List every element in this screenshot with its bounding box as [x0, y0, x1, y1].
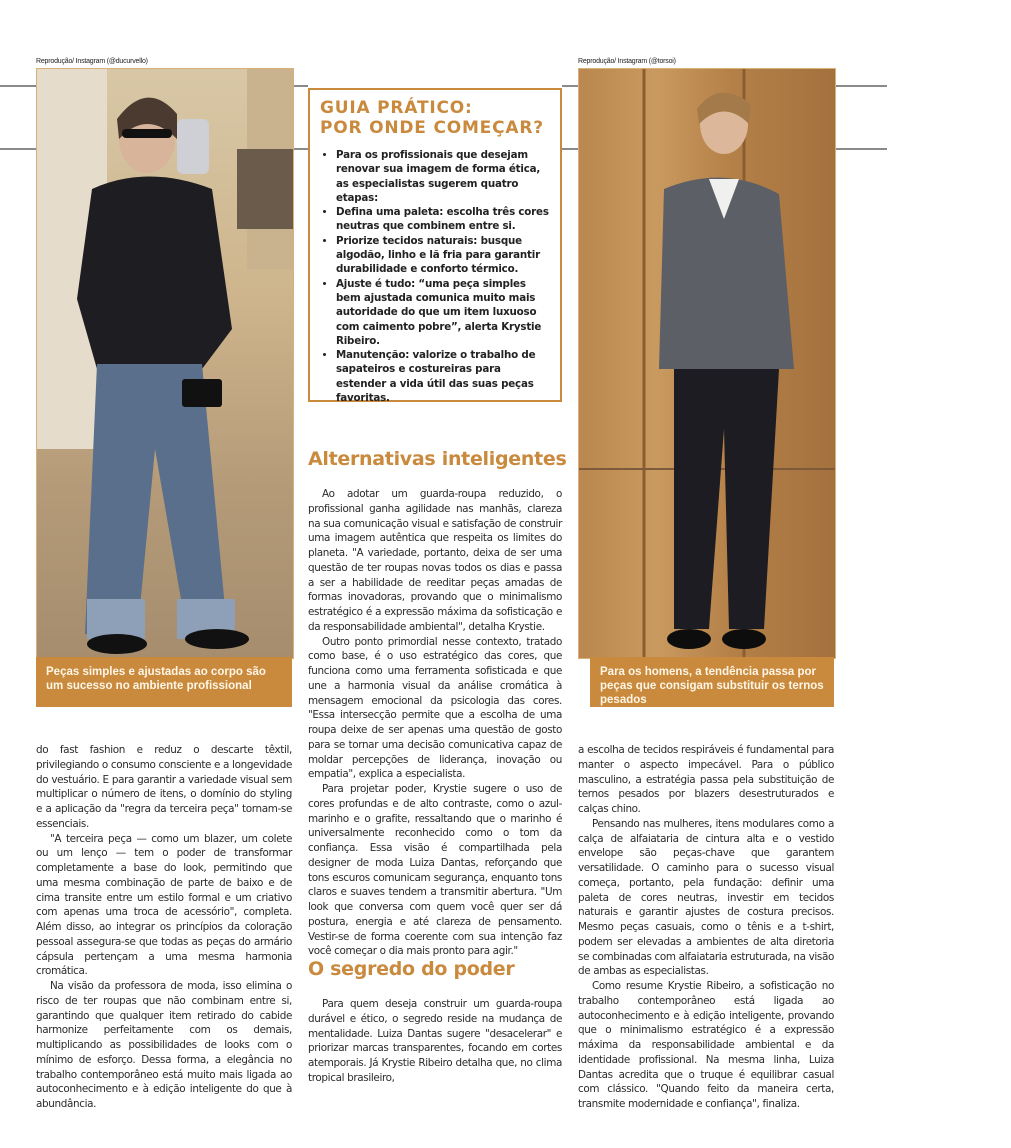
divider-rule	[562, 148, 578, 150]
photo-caption-left: Peças simples e ajustadas ao corpo são um sucesso no ambiente profissional	[36, 657, 292, 707]
paragraph: Na visão da professora de moda, isso elimina o risco de ter roupas que não combinam entre si, garantindo que qualquer item retirado do cabide harmonize perfeitamente com os demais, multiplicando as possibilidades de looks com o mínimo de esforço. Dessa forma, a elegância no trabalho contemporâneo está muito mais ligada ao autoconhecimento e à edição inteligente do que à abundância.	[36, 980, 292, 1110]
guide-item: • Priorize tecidos naturais: busque algodão, linho e lã fria para garantir durabilidade e conforto térmico.	[336, 234, 550, 277]
paragraph: Pensando nas mulheres, itens modulares como a calça de alfaiataria de cintura alta e o vestido envelope são peças-chave que garantem versatilidade. O caminho para o sucesso visual começa, portanto, pela fundação: definir uma paleta de cores neutras, investir em tecidos naturais e garantir ajustes de costura precisos. Mesmo peças casuais, como o tênis e a t-shirt, podem ser elevadas a ambientes de alta diretoria se combinadas com alfaiataria estruturada, na visão de ambas as especialistas.	[578, 817, 834, 978]
practical-guide-box	[308, 88, 562, 405]
paragraph: do fast fashion e reduz o descarte têxtil, privilegiando o consumo consciente e a longevidade do vestuário. E para garantir a variedade visual sem multiplicar o número de itens, o domínio do styling e a aplicação da "regra da terceira peça" tornam-se essenciais.	[36, 744, 292, 830]
divider-rule	[292, 148, 308, 150]
divider-rule	[834, 148, 887, 150]
guide-list	[320, 148, 550, 405]
photo-caption-right: Para os homens, a tendência passa por peças que consigam substituir os ternos pesados	[590, 657, 834, 707]
photo-man-outfit	[578, 68, 836, 659]
section-heading-alternativas: Alternativas inteligentes	[308, 448, 567, 470]
guide-item: • Defina uma paleta: escolha três cores neutras que combinem entre si.	[336, 205, 550, 234]
paragraph: Outro ponto primordial nesse contexto, tratado como base, é o uso estratégico das cores, que funciona como uma ferramenta sofisticada e que une a harmonia visual da análise cromática à mensagem emocional da psicologia das cores. "Essa intersecção permite que a escolha de uma roupa deixe de ser apenas uma questão de gosto para se tornar uma decisão comunicativa capaz de moldar percepções de liderança, inovação ou empatia", explica a especialista.	[308, 635, 562, 781]
divider-rule	[0, 85, 36, 87]
man-figure-illustration	[579, 69, 835, 658]
divider-rule	[562, 85, 578, 87]
divider-rule	[0, 148, 36, 150]
divider-rule	[292, 85, 308, 87]
photo-woman-outfit	[36, 68, 294, 659]
guide-title-line2: POR ONDE COMEÇAR?	[320, 118, 544, 138]
photo-credit-right: Reprodução/ Instagram (@torsoi)	[578, 58, 676, 65]
article-column-middle-a	[308, 487, 562, 959]
paragraph: Ao adotar um guarda-roupa reduzido, o profissional ganha agilidade nas manhãs, clareza na sua comunicação visual e satisfação de construir uma imagem autêntica que respeita os limites do planeta. "A variedade, portanto, deixa de ser uma questão de ter roupas novas todos os dias e passa a ser a habilidade de reeditar peças amadas de formas inovadoras, provando que o minimalismo estratégico é a expressão máxima da sofisticação e da responsabilidade ambiental", detalha Krystie.	[308, 488, 562, 633]
guide-item: • Manutenção: valorize o trabalho de sapateiros e costureiras para estender a vida útil das suas peças favoritas.	[336, 348, 550, 405]
guide-title-line1: GUIA PRÁTICO:	[320, 98, 473, 118]
article-column-right	[578, 743, 834, 1112]
paragraph: Para projetar poder, Krystie sugere o uso de cores profundas e de alto contraste, como o azul-marinho e o grafite, ressaltando que o marinho é universalmente reconhecido como o tom da confiança. Essa visão é compartilhada pela designer de moda Luiza Dantas, reforçando que tons escuros comunicam segurança, enquanto tons claros e suaves tendem a transmitir abertura. "Um look que conversa com quem você quer ser dá postura, energia e até clareza de pensamento. Vestir-se de forma coerente com sua intenção faz você começar o dia mais pronto para agir."	[308, 783, 562, 958]
paragraph: a escolha de tecidos respiráveis é fundamental para manter o aspecto impecável. Para o público masculino, a estratégia passa pela substituição de ternos pesados por blazers desestruturados e calças chino.	[578, 744, 834, 815]
article-column-middle-b	[308, 997, 562, 1086]
section-heading-segredo: O segredo do poder	[308, 958, 515, 980]
divider-rule	[834, 85, 887, 87]
article-column-left	[36, 743, 292, 1112]
paragraph: "A terceira peça — como um blazer, um colete ou um lenço — tem o poder de transformar completamente a base do look, permitindo que uma mesma combinação de parte de baixo e de cima transite entre um estilo formal e um criativo com apenas uma troca de acessório", completa. Além disso, ao integrar os princípios da coloração pessoal assegura-se que todas as peças do armário cápsula pertençam a uma mesma harmonia cromática.	[36, 832, 292, 978]
photo-credit-left: Reprodução/ Instagram (@ducurvello)	[36, 58, 148, 65]
guide-item: • Para os profissionais que desejam renovar sua imagem de forma ética, as especialistas sugerem quatro etapas:	[336, 148, 550, 205]
woman-figure-illustration	[37, 69, 293, 658]
paragraph: Como resume Krystie Ribeiro, a sofisticação no trabalho contemporâneo está ligada ao autoconhecimento e à edição inteligente, provando que o minimalismo estratégico é a expressão máxima da responsabilidade ambiental e da identidade profissional. Na mesma linha, Luiza Dantas acredita que o truque é equilibrar casual com clássico. "Quando feito da maneira certa, transmite modernidade e confiança", finaliza.	[578, 980, 834, 1110]
guide-item: • Ajuste é tudo: “uma peça simples bem ajustada comunica muito mais autoridade do que um item luxuoso com caimento pobre”, alerta Krystie Ribeiro.	[336, 277, 550, 348]
paragraph: Para quem deseja construir um guarda-roupa durável e ético, o segredo reside na mudança de mentalidade. Luiza Dantas sugere "desacelerar" e priorizar marcas transparentes, focando em cortes atemporais. Já Krystie Ribeiro detalha que, no clima tropical brasileiro,	[308, 998, 562, 1084]
guide-title	[320, 98, 550, 138]
